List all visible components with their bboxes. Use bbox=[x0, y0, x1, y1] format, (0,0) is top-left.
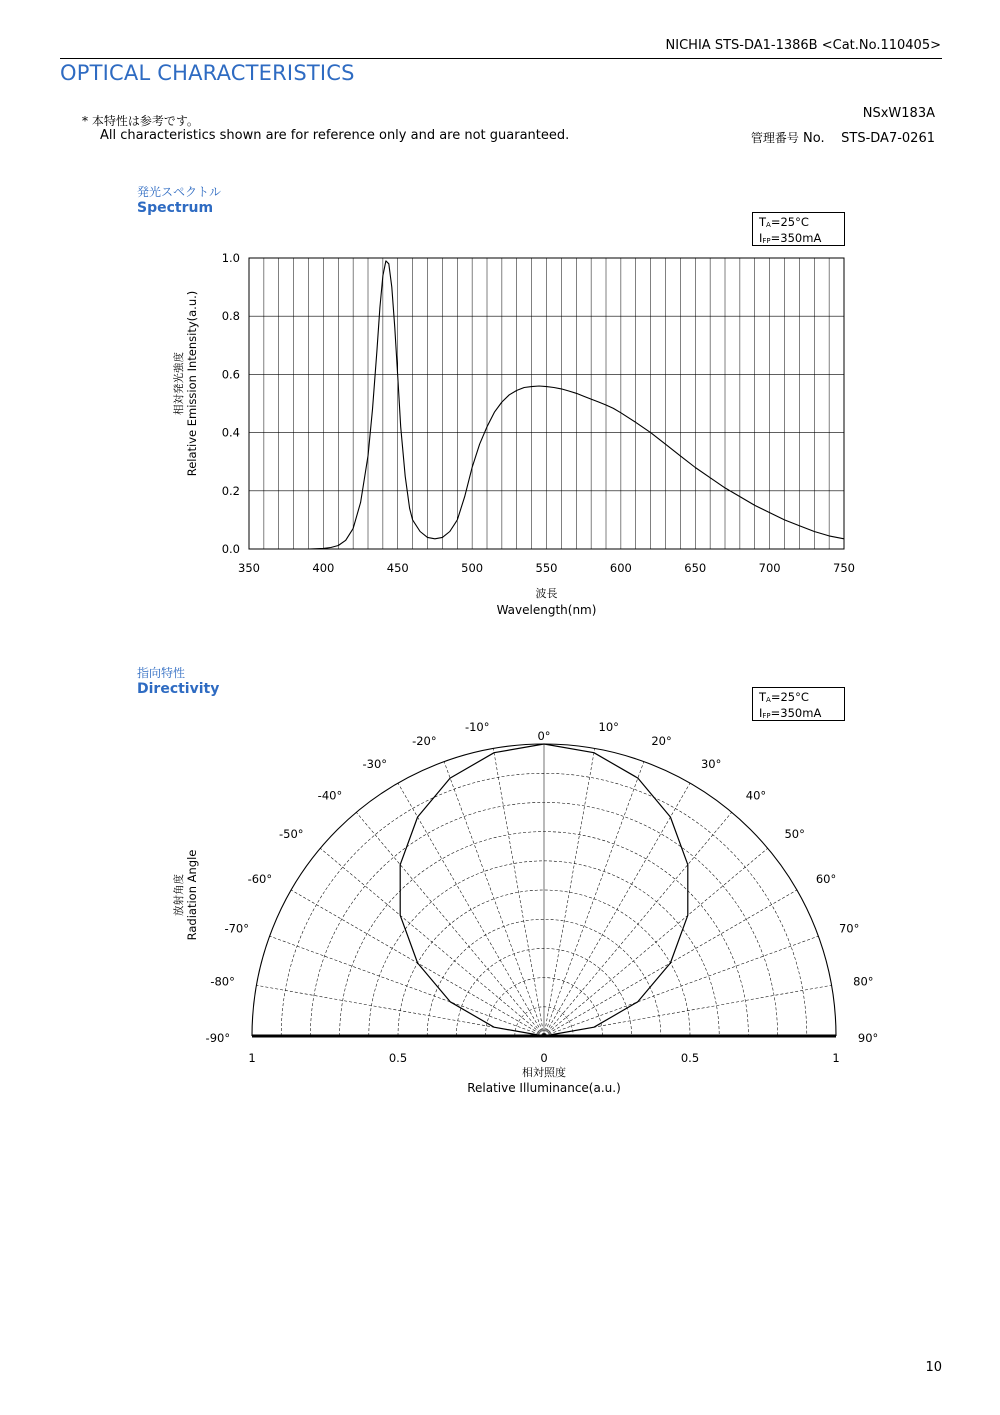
angle-label: -30° bbox=[362, 757, 388, 772]
angle-label: 20° bbox=[651, 734, 672, 749]
number-label: No. bbox=[803, 131, 825, 146]
x-tick-label: 750 bbox=[833, 561, 855, 575]
angle-label: 30° bbox=[700, 757, 722, 772]
radiation-angle-label-japanese: 放射角度 bbox=[173, 874, 185, 916]
angle-spoke bbox=[544, 783, 690, 1036]
current-condition: $I_{FP}=350mA$ bbox=[759, 706, 822, 720]
y-tick-label: 0.8 bbox=[221, 309, 240, 324]
control-number-label: 管理番号 bbox=[750, 131, 799, 145]
spectrum-title-japanese: 発光スペクトル bbox=[137, 185, 222, 199]
x-axis-label-japanese: 波長 bbox=[535, 587, 558, 600]
angle-label: -50° bbox=[278, 827, 304, 842]
x-axis-label-japanese: 相対照度 bbox=[522, 1066, 566, 1079]
page-title: OPTICAL CHARACTERISTICS bbox=[60, 61, 355, 85]
y-tick-label: 0.6 bbox=[221, 367, 240, 382]
angle-spoke bbox=[544, 748, 595, 1036]
x-tick-label: 1 bbox=[248, 1051, 256, 1065]
angle-label: 10° bbox=[598, 719, 619, 734]
x-tick-label: 400 bbox=[312, 561, 335, 575]
angle-label: -60° bbox=[247, 872, 273, 887]
product-model: NSxW183A bbox=[862, 106, 935, 121]
x-tick-label: 1 bbox=[832, 1051, 840, 1065]
angle-spoke bbox=[544, 936, 818, 1036]
angle-label: 50° bbox=[784, 827, 805, 842]
angle-spoke bbox=[398, 783, 544, 1036]
y-tick-label: 0.2 bbox=[221, 483, 240, 498]
angle-label: 90° bbox=[857, 1031, 879, 1045]
x-tick-label: 0 bbox=[540, 1051, 548, 1065]
radiation-angle-label: Radiation Angle bbox=[185, 849, 199, 941]
x-tick-label: 600 bbox=[609, 561, 632, 575]
angle-label: 0° bbox=[537, 729, 551, 743]
x-tick-label: 450 bbox=[386, 561, 409, 575]
angle-label: -40° bbox=[317, 788, 343, 803]
angle-label: -90° bbox=[205, 1031, 231, 1045]
angle-label: 40° bbox=[745, 788, 767, 803]
page-number: 10 bbox=[925, 1360, 942, 1375]
control-number: STS-DA7-0261 bbox=[841, 131, 935, 146]
x-tick-label: 0.5 bbox=[388, 1051, 408, 1065]
spectrum-title: Spectrum bbox=[137, 200, 214, 216]
x-tick-label: 500 bbox=[461, 561, 484, 575]
y-axis-label-japanese: 相対発光強度 bbox=[173, 352, 185, 415]
directivity-title: Directivity bbox=[137, 681, 220, 697]
note-japanese: * 本特性は参考です。 bbox=[82, 114, 199, 128]
x-axis-label: Relative Illuminance(a.u.) bbox=[467, 1081, 621, 1095]
x-tick-label: 650 bbox=[684, 561, 707, 575]
temperature-condition: $T_A=25^\circ C$ bbox=[759, 690, 809, 704]
x-tick-label: 350 bbox=[238, 561, 260, 575]
y-axis-label: Relative Emission Intensity(a.u.) bbox=[185, 290, 199, 477]
directivity-title-japanese: 指向特性 bbox=[137, 666, 186, 680]
y-tick-label: 1.0 bbox=[221, 251, 240, 265]
angle-label: 70° bbox=[838, 921, 860, 936]
x-tick-label: 700 bbox=[758, 561, 781, 575]
x-axis-label: Wavelength(nm) bbox=[496, 603, 597, 617]
x-tick-label: 0.5 bbox=[680, 1051, 700, 1065]
y-tick-label: 0.0 bbox=[221, 542, 240, 556]
x-tick-label: 550 bbox=[535, 561, 558, 575]
angle-spoke bbox=[544, 848, 768, 1036]
angle-label: 60° bbox=[815, 872, 837, 887]
document-reference: NICHIA STS-DA1-1386B <Cat.No.110405> bbox=[665, 38, 941, 53]
angle-label: -20° bbox=[412, 734, 437, 749]
current-condition: $I_{FP}=350mA$ bbox=[759, 231, 822, 245]
note-english: All characteristics shown are for reference only and are not guaranteed. bbox=[100, 128, 570, 143]
y-tick-label: 0.4 bbox=[221, 425, 240, 440]
angle-label: -10° bbox=[464, 719, 490, 734]
angle-label: 80° bbox=[853, 974, 874, 989]
angle-label: -70° bbox=[224, 921, 250, 936]
angle-spoke bbox=[493, 748, 544, 1036]
angle-spoke bbox=[320, 848, 544, 1036]
angle-label: -80° bbox=[210, 974, 235, 989]
temperature-condition: $T_A=25^\circ C$ bbox=[759, 215, 809, 229]
